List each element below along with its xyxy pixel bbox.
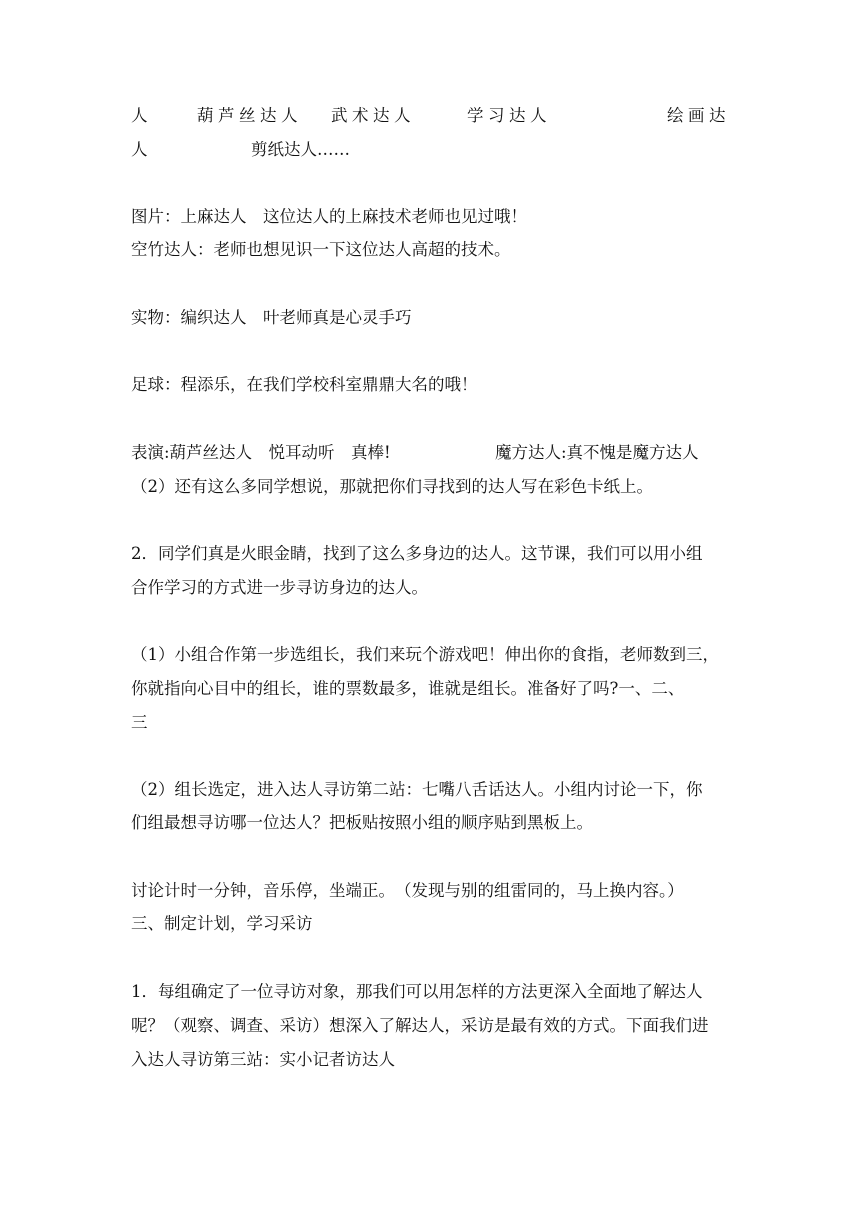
paragraph: 足球：程添乐，在我们学校科室鼎鼎大名的哦！ xyxy=(131,375,478,394)
paragraph-line: （1）小组合作第一步选组长，我们来玩个游戏吧！伸出你的食指，老师数到三， xyxy=(131,645,719,664)
paragraph-line: 们组最想寻访哪一位达人？把板贴按照小组的顺序贴到黑板上。 xyxy=(131,813,593,832)
paragraph-line: 1．每组确定了一位寻访对象，那我们可以用怎样的方法更深入全面地了解达人 xyxy=(131,982,703,1001)
paragraph-line: 你就指向心目中的组长，谁的票数最多，谁就是组长。准备好了吗?一、二、 xyxy=(131,679,685,698)
paragraph: 实物：编织达人 叶老师真是心灵手巧 xyxy=(131,308,412,327)
talent-list-item: 人 xyxy=(131,140,148,159)
talent-list-item: 绘画达 xyxy=(667,106,730,125)
paragraph: 图片：上麻达人 这位达人的上麻技术老师也见过哦！ xyxy=(131,207,527,226)
paragraph-line: 合作学习的方式进一步寻访身边的达人。 xyxy=(131,578,428,597)
talent-list-item: 武术达人 xyxy=(331,106,415,125)
section-heading: 三、制定计划，学习采访 xyxy=(131,914,313,933)
talent-list-item: 葫芦丝达人 xyxy=(197,106,302,125)
paragraph: （2）还有这么多同学想说，那就把你们寻找到的达人写在彩色卡纸上。 xyxy=(131,477,653,496)
paragraph-line: 入达人寻访第三站：实小记者访达人 xyxy=(131,1050,395,1069)
talent-list-item: 剪纸达人…… xyxy=(251,140,350,159)
performance-right-text: 魔方达人:真不愧是魔方达人 xyxy=(495,443,699,462)
paragraph: 讨论计时一分钟，音乐停，坐端正。 （发现与别的组雷同的，马上换内容。） xyxy=(131,881,684,900)
paragraph-line: 三 xyxy=(131,713,148,732)
paragraph-line: （2）组长选定，进入达人寻访第二站：七嘴八舌话达人。小组内讨论一下，你 xyxy=(131,780,703,799)
paragraph-line: 呢？（观察、调查、采访）想深入了解达人，采访是最有效的方式。下面我们进 xyxy=(131,1016,709,1035)
talent-list-item: 学习达人 xyxy=(467,106,551,125)
talent-list-item: 人 xyxy=(131,106,148,125)
performance-left-text: 表演:葫芦丝达人 悦耳动听 真棒! xyxy=(131,443,391,462)
paragraph: 空竹达人：老师也想见识一下这位达人高超的技术。 xyxy=(131,240,511,259)
paragraph-line: 2．同学们真是火眼金睛，找到了这么多身边的达人。这节课，我们可以用小组 xyxy=(131,544,703,563)
